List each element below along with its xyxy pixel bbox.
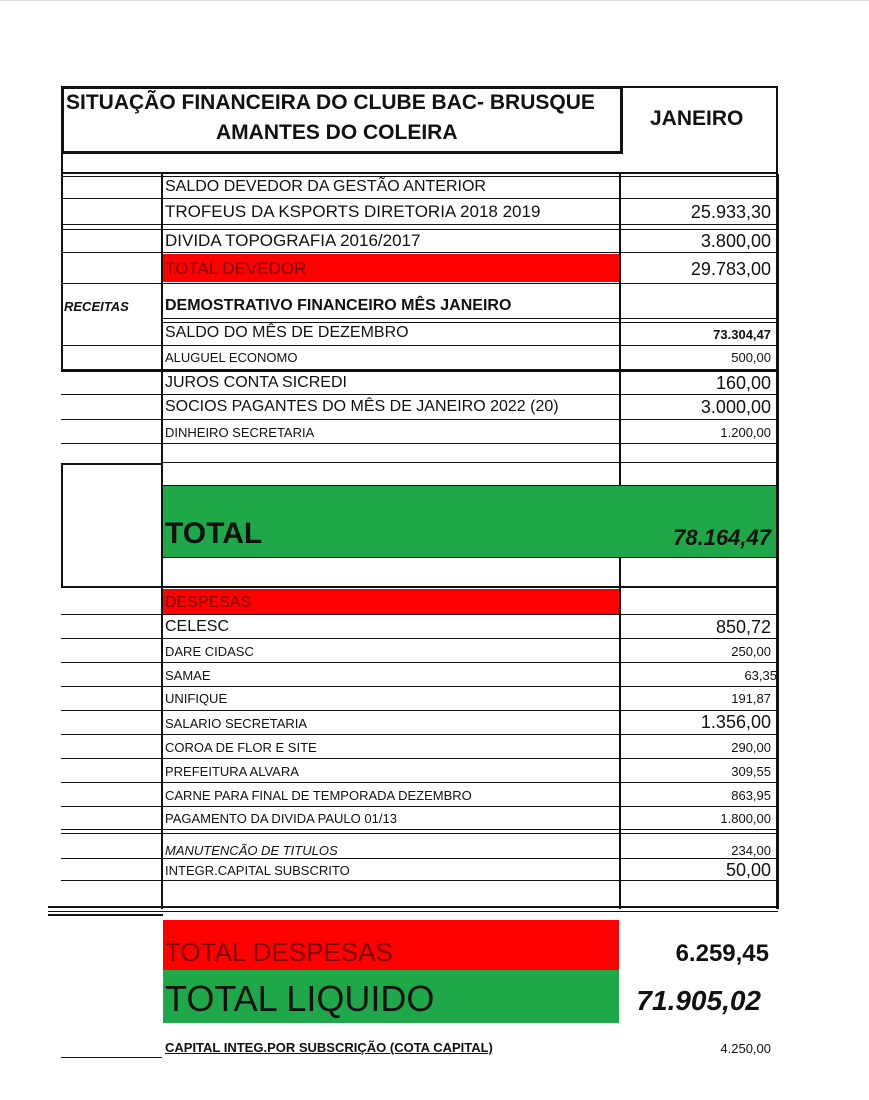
rule	[61, 710, 778, 711]
capital-value: 4.250,00	[720, 1041, 771, 1056]
frame-left-mid	[61, 463, 63, 587]
rule	[61, 833, 778, 834]
rule	[61, 586, 778, 588]
expense-item-label: COROA DE FLOR E SITE	[165, 740, 317, 755]
title-line-1: SITUAÇÃO FINANCEIRA DO CLUBE BAC- BRUSQUE	[66, 91, 595, 114]
capital-label: CAPITAL INTEG.POR SUBSCRIÇÃO (COTA CAPITAL)	[165, 1040, 493, 1055]
revenue-item-value: 160,00	[715, 373, 771, 393]
revenue-item-value: 500,00	[731, 350, 771, 365]
revenue-item-label: ALUGUEL ECONOMO	[165, 350, 298, 365]
revenue-item-label: JUROS CONTA SICREDI	[165, 374, 347, 391]
expense-item-value: 234,00	[731, 843, 771, 858]
expense-item-value: 309,55	[731, 764, 771, 779]
expense-item-label: PAGAMENTO DA DIVIDA PAULO 01/13	[165, 811, 397, 826]
rule	[61, 229, 778, 230]
net-total-value: 71.905,02	[636, 985, 761, 1016]
revenue-heading: DEMOSTRATIVO FINANCEIRO MÊS JANEIRO	[165, 297, 512, 314]
frame-right	[776, 174, 779, 909]
rule	[61, 758, 778, 759]
expense-item-value: 1.800,00	[720, 811, 771, 826]
rule	[61, 172, 778, 174]
rule	[61, 614, 778, 615]
rule	[61, 829, 778, 830]
rule	[48, 914, 163, 916]
total-revenue-value: 78.164,47	[673, 525, 771, 550]
total-debt-label: TOTAL DEVEDOR	[165, 259, 307, 278]
rule	[61, 394, 778, 395]
rule	[48, 911, 778, 912]
revenue-section-label: RECEITAS	[64, 299, 129, 314]
debt-item-value: 3.800,00	[700, 231, 771, 251]
debt-item-label: DIVIDA TOPOGRAFIA 2016/2017	[165, 231, 421, 250]
net-total-label: TOTAL LIQUIDO	[165, 978, 435, 1019]
debt-item-label: TROFEUS DA KSPORTS DIRETORIA 2018 2019	[165, 202, 541, 221]
frame-left-top	[61, 148, 63, 372]
expense-item-label: CARNE PARA FINAL DE TEMPORADA DEZEMBRO	[165, 788, 472, 803]
rule	[61, 198, 778, 199]
expense-item-label: SAMAE	[165, 668, 211, 683]
top-border	[0, 0, 869, 1]
total-debt-value: 29.783,00	[690, 259, 771, 279]
revenue-item-label: SOCIOS PAGANTES DO MÊS DE JANEIRO 2022 (20)	[165, 398, 559, 415]
rule	[163, 462, 778, 463]
title-line-2: AMANTES DO COLEIRA	[216, 121, 458, 144]
rule	[61, 176, 778, 177]
total-expenses-label: TOTAL DESPESAS	[165, 937, 393, 967]
month-box	[619, 86, 778, 176]
rule	[61, 463, 163, 465]
revenue-item-value: 73.304,47	[713, 327, 771, 342]
rule	[163, 557, 778, 558]
rule	[61, 369, 778, 372]
expense-item-label: DARE CIDASC	[165, 644, 254, 659]
expenses-heading: DESPESAS	[165, 594, 252, 611]
rule	[61, 443, 778, 444]
revenue-item-label: DINHEIRO SECRETARIA	[165, 425, 315, 440]
revenue-item-label: SALDO DO MÊS DE DEZEMBRO	[165, 324, 409, 341]
revenue-item-value: 3.000,00	[700, 397, 771, 417]
expense-item-label: INTEGR.CAPITAL SUBSCRITO	[165, 863, 350, 878]
rule	[61, 662, 778, 663]
expense-item-value: 250,00	[731, 644, 771, 659]
rule	[48, 906, 778, 908]
expense-item-label: PREFEITURA ALVARA	[165, 764, 299, 779]
rule	[61, 782, 778, 783]
month-label: JANEIRO	[650, 107, 744, 130]
expense-item-label: UNIFIQUE	[165, 691, 228, 706]
revenue-item-value: 1.200,00	[720, 425, 771, 440]
expense-item-label: SALARIO SECRETARIA	[165, 716, 308, 731]
rule	[61, 224, 778, 225]
expense-item-value: 1.356,00	[700, 712, 771, 732]
total-expenses-value: 6.259,45	[675, 940, 769, 967]
debts-heading: SALDO DEVEDOR DA GESTÃO ANTERIOR	[165, 178, 486, 195]
rule	[61, 806, 778, 807]
rule	[61, 858, 778, 859]
rule	[61, 419, 778, 420]
expense-item-label: MANUTENCÃO DE TITULOS	[165, 843, 338, 858]
rule	[61, 283, 778, 284]
total-revenue-label: TOTAL	[165, 517, 263, 550]
rule	[61, 686, 778, 687]
rule	[61, 345, 778, 346]
rule	[61, 734, 778, 735]
expense-item-label: CELESC	[165, 618, 230, 635]
expense-item-value: 863,95	[731, 788, 771, 803]
expense-item-value: 850,72	[715, 617, 771, 637]
expense-item-value: 50,00	[725, 860, 771, 880]
rule	[61, 252, 778, 253]
rule	[163, 318, 778, 319]
expense-item-value: 63,35	[744, 668, 777, 683]
capital-rule-left	[61, 1057, 162, 1058]
rule	[61, 638, 778, 639]
rule	[61, 880, 778, 881]
debt-item-value: 25.933,30	[690, 202, 771, 222]
expense-item-value: 290,00	[731, 740, 771, 755]
expense-item-value: 191,87	[731, 691, 771, 706]
rule	[163, 322, 778, 323]
